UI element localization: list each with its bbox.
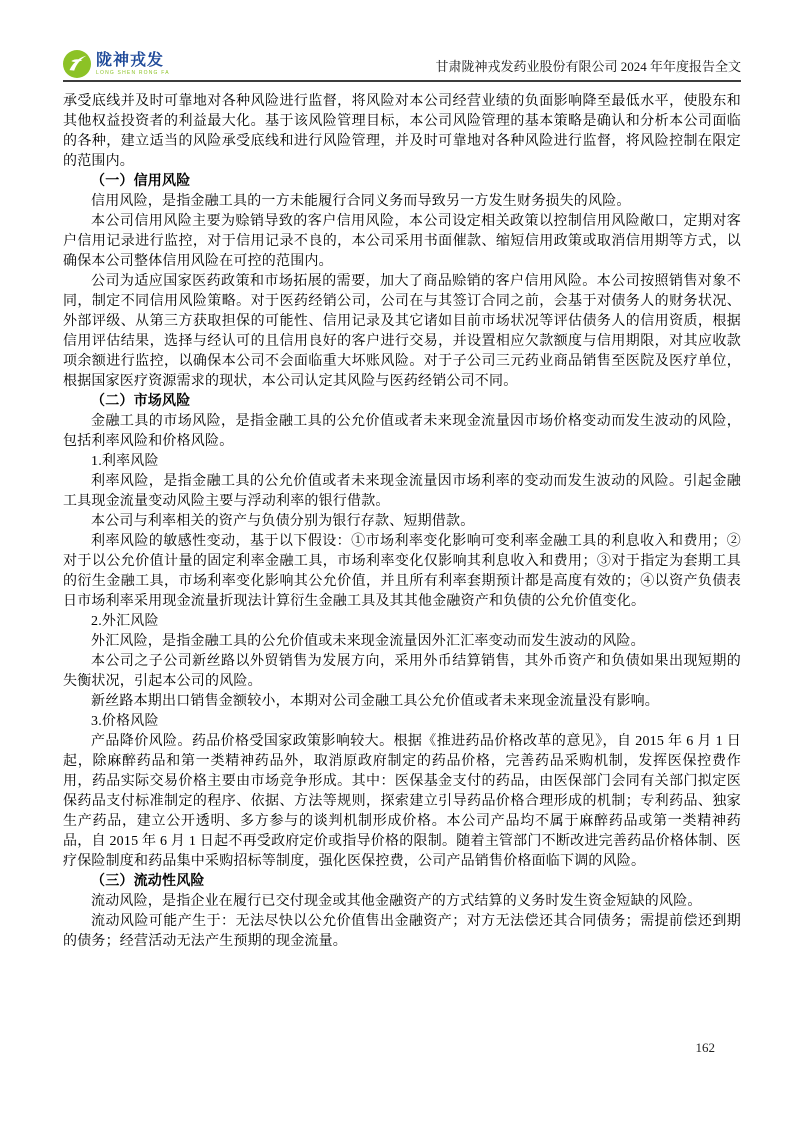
logo-brand-en: LONG SHEN RONG FA <box>96 69 170 76</box>
section-heading-liquidity-risk: （三）流动性风险 <box>91 874 205 889</box>
paragraph: 承受底线并及时可靠地对各种风险进行监督，将风险对本公司经营业绩的负面影响降至最低水平，使股东和其他权益投资者的利益最大化。基于该风险管理目标，本公司风险管理的基本策略是确认和分析本公司面临的各种，建立适当的风险承受底线和进行风险管理，并及时可靠地对各种风险进行监督，将风险控制在限定的范围内。 <box>63 94 741 169</box>
paragraph: 本公司与利率相关的资产与负债分别为银行存款、短期借款。 <box>91 514 475 529</box>
paragraph: 新丝路本期出口销售金额较小，本期对公司金融工具公允价值或者未来现金流量没有影响。 <box>91 694 659 709</box>
subheading-interest-rate-risk: 1.利率风险 <box>91 454 159 469</box>
paragraph: 金融工具的市场风险，是指金融工具的公允价值或者未来现金流量因市场价格变动而发生波动的风险，包括利率风险和价格风险。 <box>63 414 741 449</box>
paragraph: 公司为适应国家医药政策和市场拓展的需要，加大了商品赊销的客户信用风险。本公司按照销售对象不同，制定不同信用风险策略。对于医药经销公司，公司在与其签订合同之前，会基于对债务人的财务状况、外部评级、从第三方获取担保的可能性、信用记录及其它诸如目前市场状况等评估债务人的信用资质，根据信用评估结果，选择与经认可的且信用良好的客户进行交易，并设置相应欠款额度与信用期限，对其应收款项余额进行监控，以确保本公司不会面临重大坏账风险。对于子公司三元药业商品销售至医院及医疗单位，根据国家医疗资源需求的现状，本公司认定其风险与医药经销公司不同。 <box>63 274 741 389</box>
report-title: 甘肃陇神戎发药业股份有限公司 2024 年年度报告全文 <box>435 59 741 74</box>
paragraph: 外汇风险，是指金融工具的公允价值或未来现金流量因外汇汇率变动而发生波动的风险。 <box>91 634 645 649</box>
paragraph: 信用风险，是指金融工具的一方未能履行合同义务而导致另一方发生财务损失的风险。 <box>91 194 631 209</box>
paragraph: 利率风险的敏感性变动，基于以下假设：①市场利率变化影响可变利率金融工具的利息收入和费用；②对于以公允价值计量的固定利率金融工具，市场利率变化仅影响其利息收入和费用；③对于指定为套期工具的衍生金融工具，市场利率变化影响其公允价值，并且所有利率套期预计都是高度有效的；④以资产负债表日市场利率采用现金流量折现法计算衍生金融工具及其其他金融资产和负债的公允价值变化。 <box>63 534 741 609</box>
paragraph: 利率风险，是指金融工具的公允价值或者未来现金流量因市场利率的变动而发生波动的风险。引起金融工具现金流量变动风险主要与浮动利率的银行借款。 <box>63 474 741 509</box>
section-heading-market-risk: （二）市场风险 <box>91 394 191 409</box>
paragraph: 产品降价风险。药品价格受国家政策影响较大。根据《推进药品价格改革的意见》，自 2015 年 6 月 1 日起，除麻醉药品和第一类精神药品外，取消原政府制定的药品价格，完善药品采购机制，发挥医保控费作用，药品实际交易价格主要由市场竞争形成。其中：医保基金支付的药品，由医保部门会同有关部门拟定医保药品支付标准制定的程序、依据、方法等规则，探索建立引导药品价格合理形成的机制；专利药品、独家生产药品，建立公开透明、多方参与的谈判机制形成价格。本公司产品均不属于麻醉药品或第一类精神药品，自 2015 年 6 月 1 日起不再受政府定价或指导价格的限制。随着主管部门不断改进完善药品价格体制、医疗保险制度和药品集中采购招标等制度，强化医保控费，公司产品销售价格面临下调的风险。 <box>63 734 741 869</box>
paragraph: 本公司之子公司新丝路以外贸销售为发展方向，采用外币结算销售，其外币资产和负债如果出现短期的失衡状况，引起本公司的风险。 <box>63 654 741 689</box>
logo-brand-cn: 陇神戎发 <box>96 51 165 69</box>
subheading-price-risk: 3.价格风险 <box>91 714 159 729</box>
paragraph: 流动风险，是指企业在履行已交付现金或其他金融资产的方式结算的义务时发生资金短缺的风险。 <box>91 894 702 909</box>
paragraph: 本公司信用风险主要为赊销导致的客户信用风险，本公司设定相关政策以控制信用风险敞口，定期对客户信用记录进行监控，对于信用记录不良的，本公司采用书面催款、缩短信用政策或取消信用期等方式，以确保本公司整体信用风险在可控的范围内。 <box>63 214 741 269</box>
page-number: 162 <box>695 1040 715 1055</box>
company-logo <box>63 50 170 78</box>
subheading-foreign-exchange-risk: 2.外汇风险 <box>91 614 159 629</box>
document-body <box>63 92 741 952</box>
paragraph: 流动风险可能产生于：无法尽快以公允价值售出金融资产；对方无法偿还其合同债务；需提前偿还到期的债务；经营活动无法产生预期的现金流量。 <box>63 914 741 949</box>
logo-wordmark <box>96 53 170 76</box>
longshen-logo-icon <box>63 50 91 78</box>
page-header <box>63 44 741 82</box>
section-heading-credit-risk: （一）信用风险 <box>91 174 191 189</box>
